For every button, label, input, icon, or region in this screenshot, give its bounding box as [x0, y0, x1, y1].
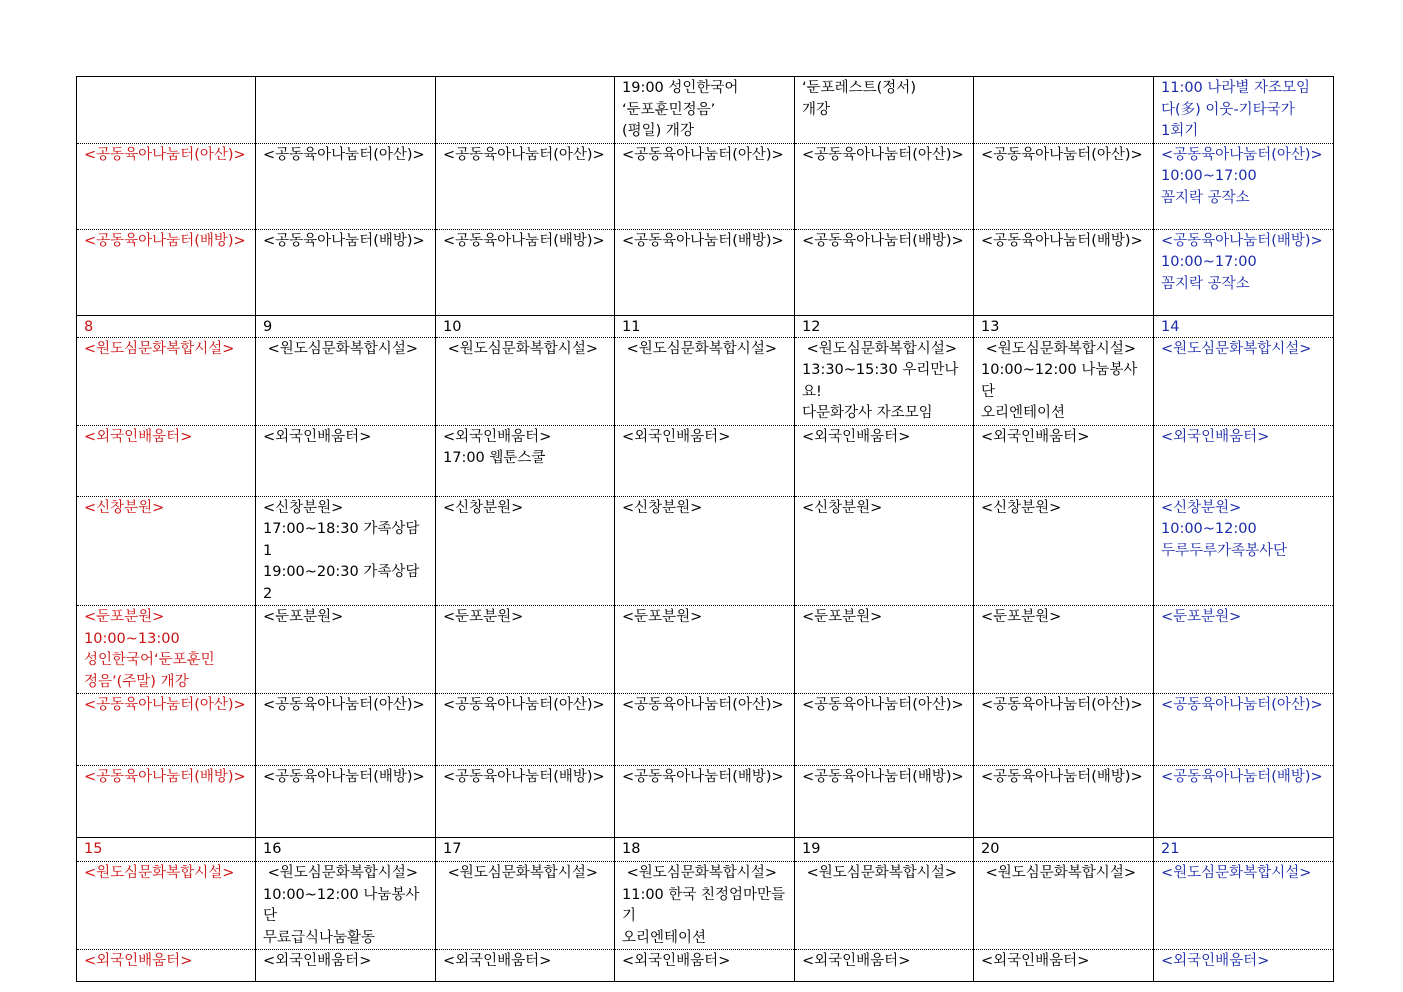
schedule-row: [77, 229, 1334, 315]
schedule-cell: <공동육아나눔터(아산)>: [256, 694, 436, 766]
schedule-cell: <외국인배움터>: [795, 425, 974, 496]
schedule-row: [77, 337, 1334, 425]
schedule-cell: <신창분원>: [436, 496, 615, 606]
schedule-row: [77, 606, 1334, 694]
date-cell: 10: [436, 315, 615, 337]
schedule-cell: <공동육아나눔터(배방)>: [77, 229, 256, 315]
schedule-cell: <공동육아나눔터(아산)>: [1154, 694, 1334, 766]
schedule-cell: <공동육아나눔터(배방)>: [795, 766, 974, 838]
schedule-cell: <공동육아나눔터(배방)>: [615, 229, 795, 315]
schedule-cell: [974, 77, 1154, 144]
date-cell: 20: [974, 838, 1154, 862]
schedule-cell: <신창분원>: [795, 496, 974, 606]
schedule-cell: <둔포분원>: [256, 606, 436, 694]
schedule-cell: <원도심문화복합시설>: [974, 862, 1154, 950]
schedule-cell: <외국인배움터>: [1154, 425, 1334, 496]
schedule-cell: <공동육아나눔터(아산)>: [795, 143, 974, 229]
schedule-cell: <외국인배움터>: [615, 950, 795, 982]
schedule-row: [77, 425, 1334, 496]
schedule-cell: <공동육아나눔터(배방)>: [795, 229, 974, 315]
date-cell: 17: [436, 838, 615, 862]
schedule-cell: <외국인배움터>: [974, 425, 1154, 496]
schedule-cell: <원도심문화복합시설>: [77, 337, 256, 425]
schedule-cell: <신창분원> 10:00~12:00 두루두루가족봉사단: [1154, 496, 1334, 606]
schedule-cell: <신창분원>: [615, 496, 795, 606]
schedule-cell: <원도심문화복합시설>: [256, 337, 436, 425]
schedule-row: [77, 694, 1334, 766]
schedule-cell: <원도심문화복합시설> 10:00~12:00 나눔봉사단 무료급식나눔활동: [256, 862, 436, 950]
schedule-cell: <공동육아나눔터(배방)>: [256, 229, 436, 315]
schedule-cell: ‘둔포레스트(정서) 개강: [795, 77, 974, 144]
schedule-cell: <공동육아나눔터(아산)>: [974, 694, 1154, 766]
schedule-cell: <공동육아나눔터(배방)>: [1154, 766, 1334, 838]
schedule-cell: <둔포분원>: [974, 606, 1154, 694]
schedule-cell: <공동육아나눔터(아산)> 10:00~17:00 꼼지락 공작소: [1154, 143, 1334, 229]
schedule-cell: <원도심문화복합시설>: [436, 337, 615, 425]
schedule-cell: <신창분원> 17:00~18:30 가족상담1 19:00~20:30 가족상담2: [256, 496, 436, 606]
schedule-cell: <원도심문화복합시설> 11:00 한국 친정엄마만들기 오리엔테이션: [615, 862, 795, 950]
schedule-cell: <공동육아나눔터(아산)>: [77, 143, 256, 229]
schedule-cell: [256, 77, 436, 144]
schedule-cell: <원도심문화복합시설> 10:00~12:00 나눔봉사단 오리엔테이션: [974, 337, 1154, 425]
date-cell: 15: [77, 838, 256, 862]
date-row: [77, 838, 1334, 862]
date-cell: 21: [1154, 838, 1334, 862]
schedule-cell: <공동육아나눔터(아산)>: [256, 143, 436, 229]
schedule-cell: <외국인배움터>: [615, 425, 795, 496]
schedule-row: [77, 77, 1334, 144]
date-cell: 16: [256, 838, 436, 862]
schedule-cell: <둔포분원>: [1154, 606, 1334, 694]
schedule-cell: <외국인배움터>: [1154, 950, 1334, 982]
calendar-body: [77, 77, 1334, 982]
schedule-cell: <공동육아나눔터(배방)>: [256, 766, 436, 838]
schedule-cell: <공동육아나눔터(아산)>: [436, 143, 615, 229]
schedule-cell: <외국인배움터>: [77, 425, 256, 496]
schedule-cell: <원도심문화복합시설>: [436, 862, 615, 950]
schedule-cell: <공동육아나눔터(아산)>: [615, 143, 795, 229]
schedule-cell: <원도심문화복합시설>: [1154, 862, 1334, 950]
schedule-cell: <공동육아나눔터(배방)> 10:00~17:00 꼼지락 공작소: [1154, 229, 1334, 315]
schedule-cell: <외국인배움터>: [256, 950, 436, 982]
schedule-cell: <둔포분원>: [436, 606, 615, 694]
schedule-row: [77, 766, 1334, 838]
schedule-cell: <공동육아나눔터(아산)>: [795, 694, 974, 766]
schedule-cell: [77, 77, 256, 144]
date-cell: 11: [615, 315, 795, 337]
date-cell: 18: [615, 838, 795, 862]
schedule-cell: <공동육아나눔터(배방)>: [615, 766, 795, 838]
schedule-cell: <공동육아나눔터(배방)>: [436, 229, 615, 315]
schedule-cell: <원도심문화복합시설>: [795, 862, 974, 950]
date-cell: 14: [1154, 315, 1334, 337]
schedule-cell: <둔포분원>: [795, 606, 974, 694]
schedule-cell: <둔포분원> 10:00~13:00 성인한국어‘둔포훈민 정음’(주말) 개강: [77, 606, 256, 694]
schedule-cell: <원도심문화복합시설>: [77, 862, 256, 950]
schedule-cell: <공동육아나눔터(배방)>: [436, 766, 615, 838]
date-cell: 8: [77, 315, 256, 337]
schedule-cell: <원도심문화복합시설>: [1154, 337, 1334, 425]
schedule-cell: <공동육아나눔터(아산)>: [77, 694, 256, 766]
schedule-cell: <공동육아나눔터(아산)>: [615, 694, 795, 766]
schedule-row: [77, 143, 1334, 229]
schedule-cell: <공동육아나눔터(배방)>: [77, 766, 256, 838]
schedule-cell: <외국인배움터>: [974, 950, 1154, 982]
schedule-row: [77, 862, 1334, 950]
schedule-cell: <공동육아나눔터(아산)>: [436, 694, 615, 766]
calendar-table: [76, 76, 1334, 982]
schedule-cell: <신창분원>: [77, 496, 256, 606]
date-row: [77, 315, 1334, 337]
schedule-cell: <공동육아나눔터(아산)>: [974, 143, 1154, 229]
date-cell: 13: [974, 315, 1154, 337]
schedule-cell: <외국인배움터> 17:00 웹툰스쿨: [436, 425, 615, 496]
schedule-cell: <신창분원>: [974, 496, 1154, 606]
schedule-row: [77, 496, 1334, 606]
schedule-cell: <외국인배움터>: [256, 425, 436, 496]
schedule-cell: <공동육아나눔터(배방)>: [974, 766, 1154, 838]
schedule-cell: <원도심문화복합시설> 13:30~15:30 우리만나요! 다문화강사 자조모임: [795, 337, 974, 425]
date-cell: 19: [795, 838, 974, 862]
schedule-cell: [436, 77, 615, 144]
schedule-cell: 11:00 나라별 자조모임 다(多) 이웃-기타국가 1회기: [1154, 77, 1334, 144]
schedule-cell: <외국인배움터>: [436, 950, 615, 982]
schedule-cell: 19:00 성인한국어 ‘둔포훈민정음’ (평일) 개강: [615, 77, 795, 144]
date-cell: 12: [795, 315, 974, 337]
schedule-cell: <원도심문화복합시설>: [615, 337, 795, 425]
schedule-cell: <외국인배움터>: [77, 950, 256, 982]
schedule-cell: <외국인배움터>: [795, 950, 974, 982]
schedule-row: [77, 950, 1334, 982]
schedule-cell: <둔포분원>: [615, 606, 795, 694]
schedule-cell: <공동육아나눔터(배방)>: [974, 229, 1154, 315]
date-cell: 9: [256, 315, 436, 337]
